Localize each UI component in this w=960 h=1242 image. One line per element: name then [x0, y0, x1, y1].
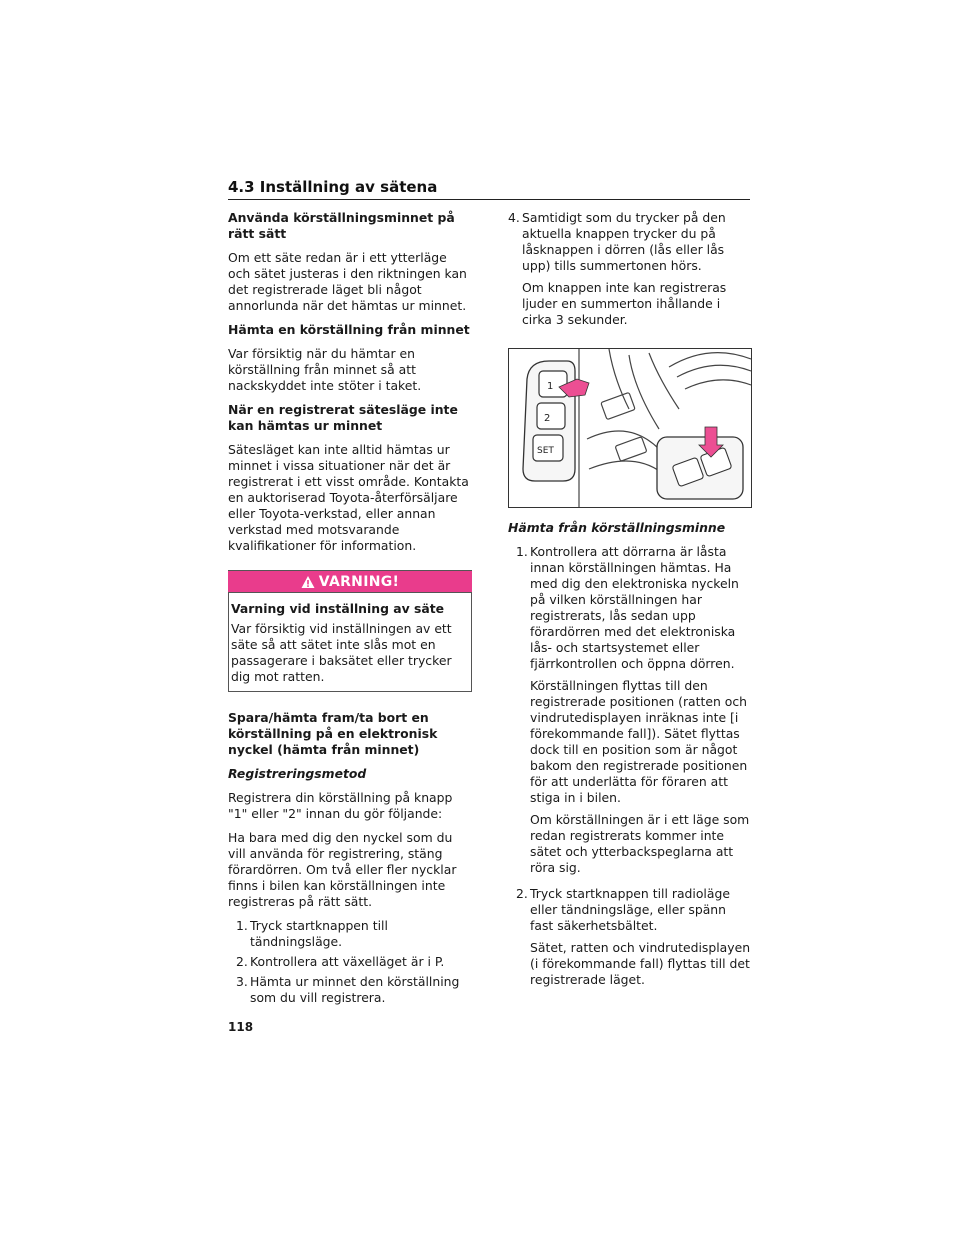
paragraph-extreme-position: Om ett säte redan är i ett ytterläge och sätet justeras i den riktningen kan det registrerade läget bli något annorlunda när det hämtas ur minnet. [228, 250, 467, 313]
paragraph-register-button: Registrera din körställning på knapp "1" eller "2" innan du gör följande: [228, 790, 453, 821]
list-number: 2. [236, 954, 248, 969]
list-item [236, 974, 472, 1006]
list-item [236, 918, 472, 950]
heading-recall: Hämta en körställning från minnet [228, 322, 470, 337]
list-body [530, 544, 752, 882]
right-column [508, 210, 752, 998]
list-note: Sätet, ratten och vindrutedisplayen (i förekommande fall) flyttas till det registrerade läget. [530, 940, 751, 987]
warning-bar [228, 570, 472, 593]
list-text: Samtidigt som du trycker på den aktuella knappen trycker du på låsknappen i dörren (lås eller lås upp) tills summertonen hörs. [522, 210, 726, 273]
list-note: Körställningen flyttas till den registrerade positionen (ratten och vindrutedisplayen inräknas inte [i förekommande fall]). Sätet flyttas dock till en position som är något bakom den registrerade positionen för att underlätta för föraren att stiga in i bilen. [530, 678, 748, 805]
paragraph-single-key: Ha bara med dig den nyckel som du vill använda för registrering, stäng förardörren. Om två eller fler nycklar finns i bilen kan körställningen inte registreras på rätt sätt. [228, 830, 457, 909]
list-text: Tryck startknappen till tändningsläge. [250, 918, 388, 949]
memory-buttons-illustration [508, 348, 752, 508]
list-item [516, 886, 752, 994]
registration-steps [228, 918, 472, 1006]
paragraph-recall-caution: Var försiktig när du hämtar en körställning från minnet så att nackskyddet inte stöter i taket. [228, 346, 422, 393]
door-lock-callout [657, 427, 743, 499]
illustration-svg [509, 349, 751, 507]
list-text: Kontrollera att dörrarna är låsta innan körställningen hämtas. Ha med dig den elektroniska nyckeln på vilken körställningen har registrerats, lås sedan upp förardörren med det elektroniska lås- och startsystemet eller fjärrkontrollen och öppna dörren. [530, 544, 739, 671]
list-number: 2. [516, 886, 528, 901]
button-2-label: 2 [544, 413, 551, 424]
list-text: Kontrollera att växelläget är i P. [250, 954, 445, 969]
recall-steps [508, 544, 752, 994]
list-note: Om knappen inte kan registreras ljuder en summerton ihållande i cirka 3 sekunder. [522, 280, 727, 327]
list-note: Om körställningen är i ett läge som redan registrerats kommer inte sätet och ytterbackspeglarna att röra sig. [530, 812, 750, 875]
heading-recall-memory: Hämta från körställningsminne [508, 520, 726, 535]
set-button-label: SET [537, 446, 554, 456]
heading-registration-method: Registreringsmetod [228, 766, 367, 781]
warning-box [228, 570, 472, 692]
list-text: Hämta ur minnet den körställning som du vill registrera. [250, 974, 460, 1005]
list-item [516, 544, 752, 882]
heading-electronic-key: Spara/hämta fram/ta bort en körställning på en elektronisk nyckel (hämta från minnet) [228, 710, 438, 757]
list-item [508, 210, 752, 334]
list-body [530, 886, 752, 994]
list-number: 3. [236, 974, 248, 989]
list-text: Tryck startknappen till radioläge eller tändningsläge, eller spänn fast säkerhetsbältet. [530, 886, 730, 933]
warning-label: VARNING! [318, 573, 400, 590]
section-rule [228, 199, 750, 200]
page-number: 118 [228, 1020, 254, 1034]
section-title: 4.3 Inställning av sätena [228, 178, 438, 196]
list-number: 1. [236, 918, 248, 933]
list-number: 4. [508, 210, 520, 225]
paragraph-cannot-recall: Sätesläget kan inte alltid hämtas ur minnet i vissa situationer när det är registrerat i ett visst område. Kontakta en auktoriserad Toyota-återförsäljare eller Toyota-verkstad, eller annan verkstad med motsvarande kvalifikationer för information. [228, 442, 469, 553]
list-number: 1. [516, 544, 528, 559]
warning-triangle-icon [301, 575, 315, 589]
button-1-label: 1 [547, 381, 554, 392]
warning-title: Varning vid inställning av säte [231, 601, 445, 616]
list-item [236, 954, 472, 970]
warning-body [229, 593, 471, 691]
section-header [228, 178, 750, 200]
heading-cannot-recall: När en registrerat sätesläge inte kan hämtas ur minnet [228, 402, 458, 433]
warning-text: Var försiktig vid inställningen av ett säte så att sätet inte slås mot en passagerare i baksätet eller trycker dig mot ratten. [231, 621, 452, 684]
heading-correct-use: Använda körställningsminnet på rätt sätt [228, 210, 455, 241]
list-body [522, 210, 752, 334]
left-column [228, 210, 472, 1010]
